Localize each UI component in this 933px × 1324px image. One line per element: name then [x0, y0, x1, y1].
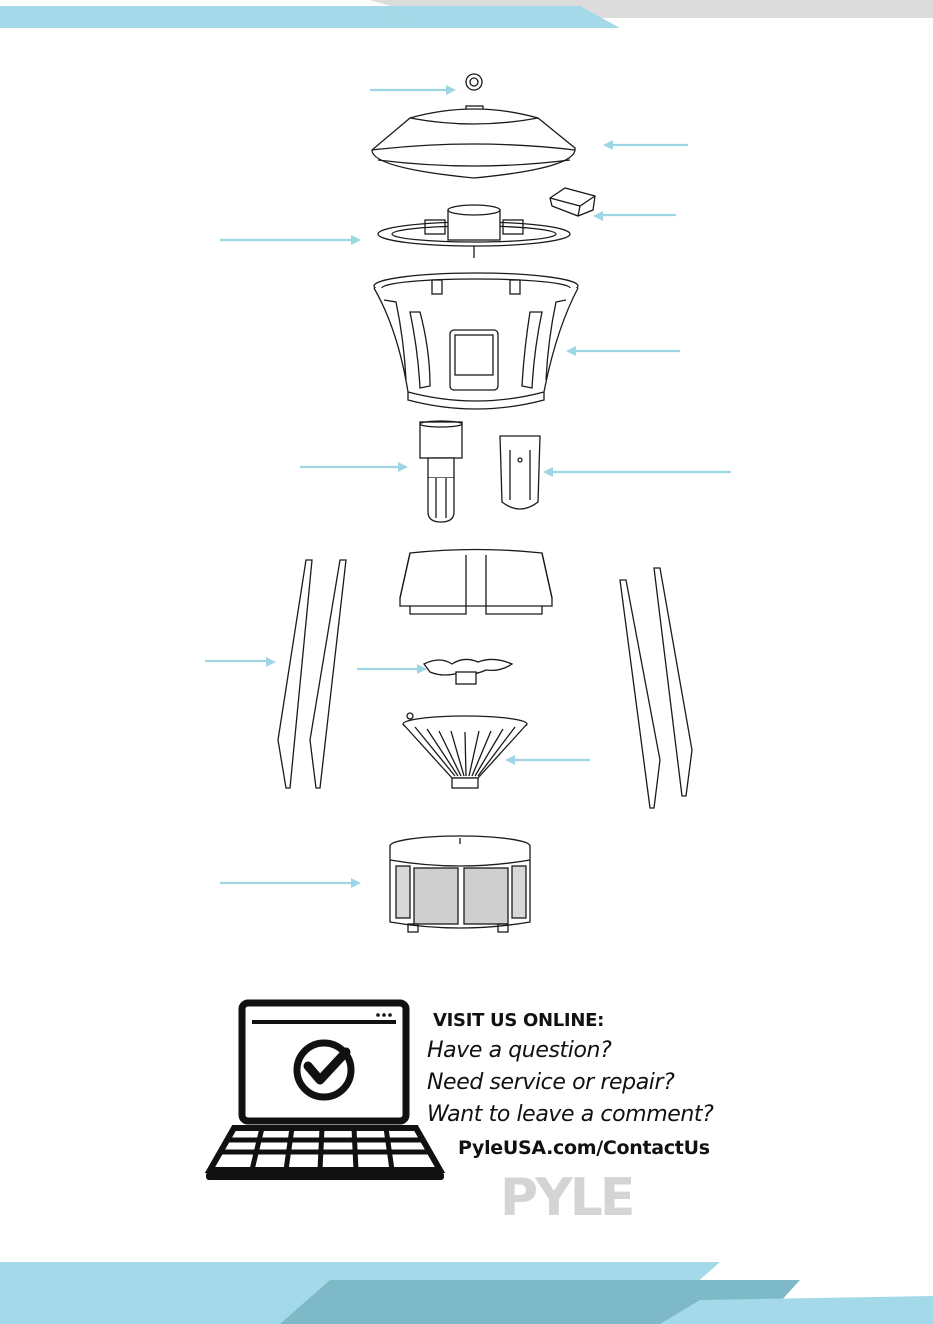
module-box — [550, 188, 595, 216]
service-line: Need service or repair? — [427, 1070, 675, 1095]
parts-line-art — [278, 74, 692, 932]
fan-housing — [400, 550, 552, 615]
pyle-logo: PYLE — [500, 1168, 633, 1228]
base-grid — [390, 836, 530, 932]
question-line: Have a question? — [427, 1038, 612, 1063]
uv-bulb — [420, 421, 462, 522]
comment-line: Want to leave a comment? — [427, 1102, 714, 1127]
fan-blades — [424, 659, 512, 684]
main-housing — [374, 273, 578, 409]
grid-rods-left — [278, 560, 346, 788]
visit-online-heading: VISIT US ONLINE: — [433, 1010, 604, 1031]
mount-plate — [378, 205, 570, 258]
top-ring — [466, 74, 482, 90]
top-banner — [0, 0, 933, 28]
contact-url-link[interactable]: PyleUSA.com/ContactUs — [458, 1137, 710, 1159]
top-cover — [372, 106, 575, 178]
funnel-cage — [403, 713, 527, 788]
laptop-checkmark-icon — [206, 1003, 444, 1180]
grid-rods-right — [620, 568, 692, 808]
bulb-holder — [500, 436, 540, 509]
bottom-banner — [0, 1262, 933, 1324]
